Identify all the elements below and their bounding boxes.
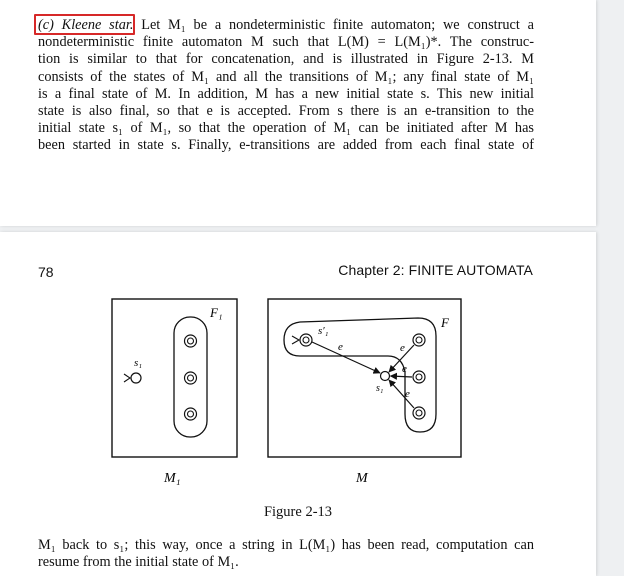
paragraph-line: M₁ back to s₁; this way, once a string in L(M₁) has been read, computation can (38, 537, 534, 553)
f-label: F (441, 315, 449, 330)
paragraph-line: (c) Kleene star. Let M₁ be a nondeterministic finite automaton; we construct a (38, 17, 534, 33)
f-final-state (413, 334, 425, 346)
continuation-paragraph (38, 537, 534, 571)
f1-final-state (185, 372, 197, 384)
m-label: M (356, 471, 368, 486)
paragraph-line: been started in state s. Finally, e-transitions are added from each final state of (38, 137, 534, 154)
old-initial-label: s₁ (376, 383, 384, 394)
paragraph-line: state is also final, so that e is accepted. From s there is an e-transition to the (38, 103, 534, 120)
e-transition-final-to-s1 (391, 376, 413, 377)
f1-final-state (185, 408, 197, 420)
old-initial-state (381, 372, 390, 381)
edge-label-e: e (400, 342, 405, 354)
f-final-state (413, 371, 425, 383)
paragraph-line: is a final state of M. In addition, M has a new initial state s. This new initial (38, 85, 534, 102)
edge-label-e: e (338, 341, 343, 353)
m1-label: M₁ (164, 471, 181, 486)
e-transition-new-to-s1 (312, 342, 380, 373)
f1-label: F₁ (210, 305, 223, 320)
paragraph-line: tion is similar to that for concatenation, and is illustrated in Figure 2-13. M (38, 51, 534, 68)
page-number: 78 (38, 264, 54, 280)
f1-final-state (185, 335, 197, 347)
paragraph-line: initial state s₁ of M₁, so that the operation of M₁ can be initiated after M has (38, 120, 534, 137)
s1-initial-state (124, 373, 141, 383)
f-final-state (413, 407, 425, 419)
e-transition-final-to-s1 (389, 380, 414, 408)
edge-label-e: e (402, 363, 407, 375)
edge-label-e: e (405, 388, 410, 400)
new-initial-label: s′₁ (318, 325, 329, 337)
kleene-star-label[interactable]: (c) Kleene star. (38, 17, 134, 33)
new-initial-state (292, 334, 312, 346)
figure-caption: Figure 2-13 (263, 504, 333, 520)
paragraph-line: consists of the states of M₁ and all the transitions of M₁; any final state of M₁ (38, 68, 534, 85)
paragraph-line: resume from the initial state of M₁. (38, 554, 239, 571)
s1-label: s₁ (134, 357, 143, 369)
paragraph-line: nondeterministic finite automaton M such that L(M) = L(M₁)*. The construc- (38, 34, 534, 51)
chapter-title: Chapter 2: FINITE AUTOMATA (338, 262, 533, 278)
